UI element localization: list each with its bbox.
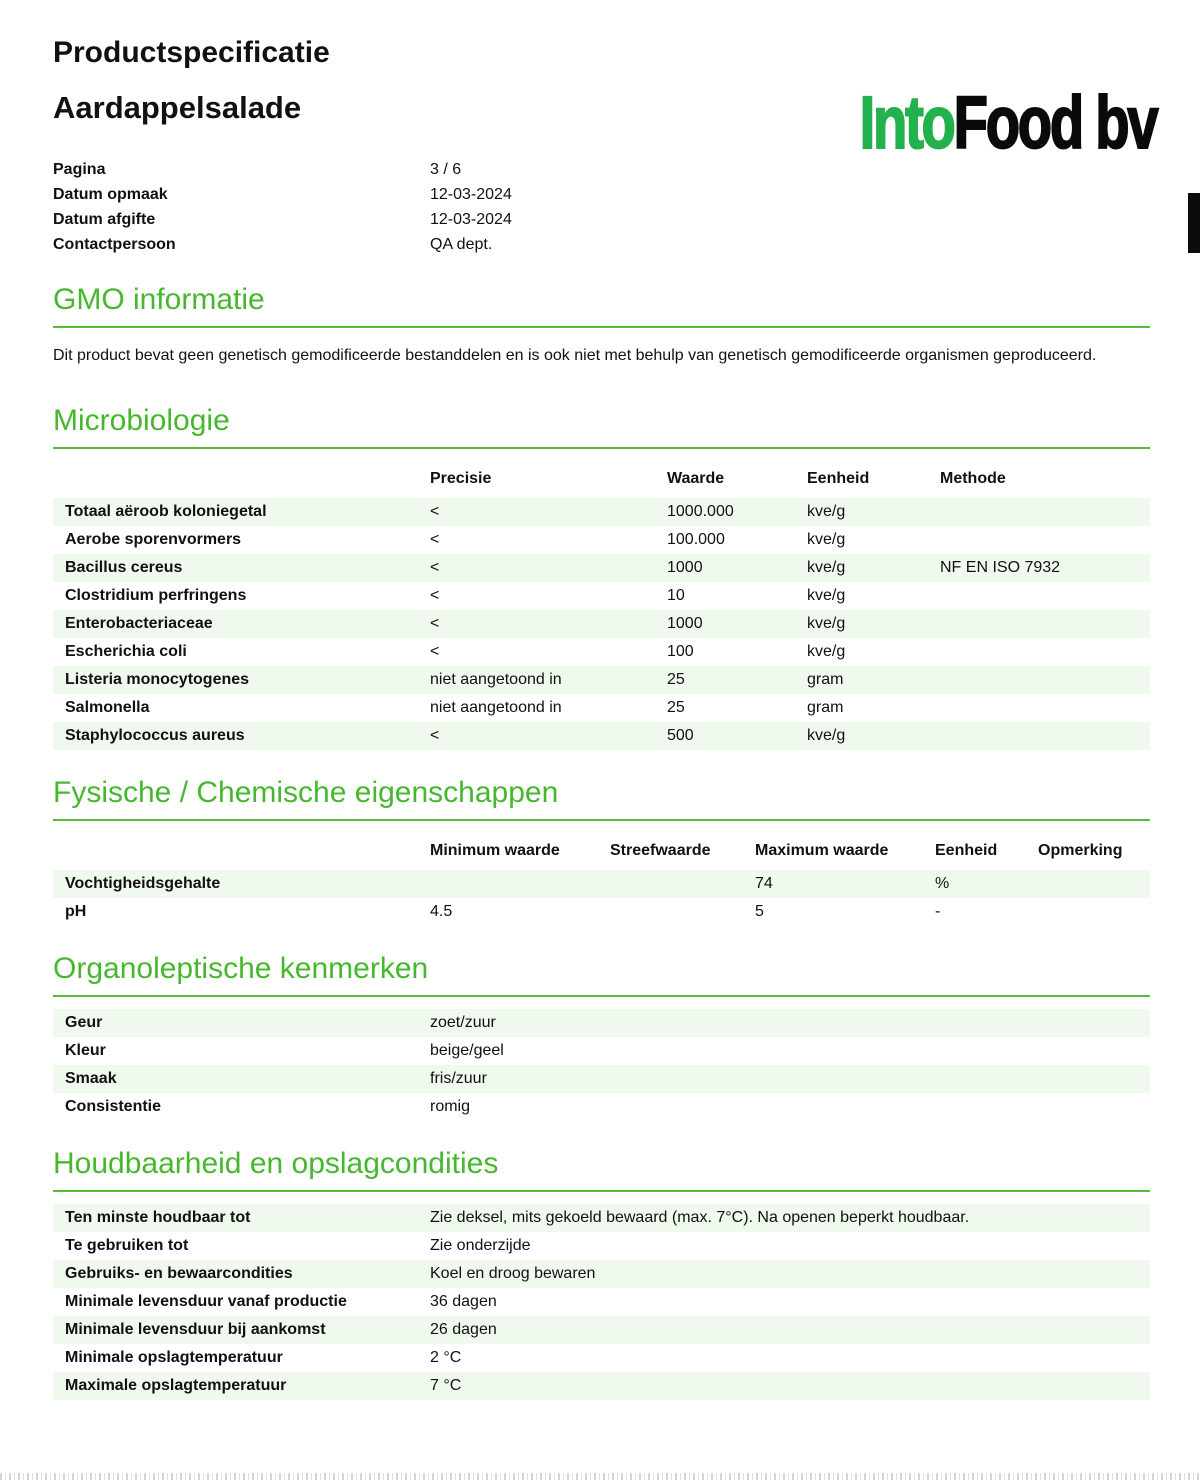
row-value xyxy=(1038,898,1150,926)
row-label: Geur xyxy=(65,1014,103,1031)
row-value xyxy=(940,694,1150,722)
row-label: Ten minste houdbaar tot xyxy=(65,1209,251,1226)
table-row xyxy=(53,1093,1150,1121)
row-value: kve/g xyxy=(807,643,846,660)
section-houdbaarheid xyxy=(53,1147,1150,1400)
row-value xyxy=(940,666,1150,694)
row-label: Maximale opslagtemperatuur xyxy=(65,1377,287,1394)
row-value: Koel en droog bewaren xyxy=(430,1265,596,1282)
section-divider xyxy=(53,995,1150,997)
column-header: Eenheid xyxy=(807,470,870,487)
doc-type-title: Productspecificatie xyxy=(53,36,330,69)
column-header xyxy=(53,836,430,866)
column-header: Streefwaarde xyxy=(610,842,711,859)
section-microbiologie xyxy=(53,404,1150,750)
row-value: < xyxy=(430,727,440,744)
logo-text-green: Into xyxy=(859,81,954,164)
section-title: Microbiologie xyxy=(53,404,230,437)
row-value: 2 °C xyxy=(430,1349,462,1366)
row-value: Zie deksel, mits gekoeld bewaard (max. 7°C). Na openen beperkt houdbaar. xyxy=(430,1209,970,1226)
row-value: 4.5 xyxy=(430,903,453,920)
row-value: kve/g xyxy=(807,503,846,520)
row-value: kve/g xyxy=(807,559,846,576)
table-row xyxy=(53,1372,1150,1400)
row-value: Zie onderzijde xyxy=(430,1237,531,1254)
row-label: Gebruiks- en bewaarcondities xyxy=(65,1265,293,1282)
row-label: Minimale levensduur bij aankomst xyxy=(65,1321,326,1338)
row-label: Consistentie xyxy=(65,1098,162,1115)
meta-value: 12-03-2024 xyxy=(430,186,512,203)
row-value: kve/g xyxy=(807,727,846,744)
row-label: Escherichia coli xyxy=(65,643,187,660)
meta-label: Contactpersoon xyxy=(53,236,176,253)
meta-label: Datum afgifte xyxy=(53,211,156,228)
row-value: 25 xyxy=(667,699,685,716)
row-value xyxy=(940,638,1150,666)
column-header: Minimum waarde xyxy=(430,842,560,859)
table-row xyxy=(53,1232,1150,1260)
row-value: romig xyxy=(430,1098,471,1115)
table-row xyxy=(53,638,1150,666)
row-value: 100.000 xyxy=(667,531,725,548)
row-label: Aerobe sporenvormers xyxy=(65,531,242,548)
section-fysisch-chemisch xyxy=(53,776,1150,926)
section-title: Fysische / Chemische eigenschappen xyxy=(53,776,559,809)
section-organoleptisch xyxy=(53,952,1150,1121)
row-label: Minimale opslagtemperatuur xyxy=(65,1349,283,1366)
table-row xyxy=(53,1316,1150,1344)
row-value: kve/g xyxy=(807,587,846,604)
scan-artifact-bottom-pattern xyxy=(0,1473,1200,1480)
row-value: 500 xyxy=(667,727,694,744)
scan-artifact-right-bar xyxy=(1188,193,1200,253)
table-row xyxy=(53,1260,1150,1288)
section-divider xyxy=(53,1190,1150,1192)
column-header xyxy=(53,464,430,494)
row-value: 10 xyxy=(667,587,685,604)
meta-value: 12-03-2024 xyxy=(430,211,512,228)
row-value xyxy=(940,498,1150,526)
row-value: beige/geel xyxy=(430,1042,504,1059)
section-divider xyxy=(53,819,1150,821)
row-value: < xyxy=(430,559,440,576)
row-value xyxy=(940,582,1150,610)
column-header: Methode xyxy=(940,470,1006,487)
row-label: Totaal aëroob koloniegetal xyxy=(65,503,267,520)
row-value: kve/g xyxy=(807,615,846,632)
row-value: kve/g xyxy=(807,531,846,548)
table-header-row xyxy=(53,836,1150,866)
logo-text-black: Food bv xyxy=(953,81,1156,164)
row-value: 1000 xyxy=(667,615,703,632)
shelf-life-table xyxy=(53,1204,1150,1400)
row-value: zoet/zuur xyxy=(430,1014,496,1031)
company-logo xyxy=(859,81,1156,164)
row-value: niet aangetoond in xyxy=(430,699,562,716)
row-value xyxy=(940,610,1150,638)
row-label: Te gebruiken tot xyxy=(65,1237,189,1254)
table-row xyxy=(53,1037,1150,1065)
section-title: Houdbaarheid en opslagcondities xyxy=(53,1147,499,1180)
table-row xyxy=(53,1065,1150,1093)
table-row xyxy=(53,1204,1150,1232)
table-row xyxy=(53,1009,1150,1037)
row-value: gram xyxy=(807,671,844,688)
row-value xyxy=(1038,870,1150,898)
table-row xyxy=(53,498,1150,526)
meta-row-datum-opmaak xyxy=(53,182,1150,207)
row-label: Listeria monocytogenes xyxy=(65,671,250,688)
table-row xyxy=(53,1288,1150,1316)
row-value: - xyxy=(935,903,941,920)
row-value: 26 dagen xyxy=(430,1321,497,1338)
row-value: 100 xyxy=(667,643,694,660)
row-value xyxy=(940,722,1150,750)
table-row xyxy=(53,526,1150,554)
table-row xyxy=(53,666,1150,694)
row-value xyxy=(610,870,755,898)
row-value: gram xyxy=(807,699,844,716)
row-value: fris/zuur xyxy=(430,1070,487,1087)
row-label: Vochtigheidsgehalte xyxy=(65,875,221,892)
physical-chemical-table xyxy=(53,836,1150,926)
product-name-title: Aardappelsalade xyxy=(53,90,302,125)
row-value: 25 xyxy=(667,671,685,688)
table-row xyxy=(53,722,1150,750)
table-row xyxy=(53,898,1150,926)
table-row xyxy=(53,610,1150,638)
row-value: < xyxy=(430,503,440,520)
microbiology-table xyxy=(53,464,1150,750)
row-value: < xyxy=(430,615,440,632)
row-value: < xyxy=(430,643,440,660)
meta-value: 3 / 6 xyxy=(430,161,462,178)
row-value: 7 °C xyxy=(430,1377,462,1394)
meta-value: QA dept. xyxy=(430,236,493,253)
row-label: Bacillus cereus xyxy=(65,559,183,576)
row-label: Smaak xyxy=(65,1070,117,1087)
section-title: GMO informatie xyxy=(53,283,265,316)
table-row xyxy=(53,582,1150,610)
column-header: Opmerking xyxy=(1038,842,1123,859)
column-header: Eenheid xyxy=(935,842,998,859)
meta-label: Datum opmaak xyxy=(53,186,168,203)
row-value: % xyxy=(935,875,950,892)
organoleptic-table xyxy=(53,1009,1150,1121)
row-value: 5 xyxy=(755,903,764,920)
meta-row-contactpersoon xyxy=(53,232,1150,257)
row-value: < xyxy=(430,587,440,604)
row-value: NF EN ISO 7932 xyxy=(940,559,1061,576)
row-value: 1000 xyxy=(667,559,703,576)
row-value: 1000.000 xyxy=(667,503,734,520)
section-gmo xyxy=(53,283,1150,368)
row-label: Salmonella xyxy=(65,699,150,716)
section-title: Organoleptische kenmerken xyxy=(53,952,429,985)
table-row xyxy=(53,554,1150,582)
column-header: Maximum waarde xyxy=(755,842,889,859)
table-header-row xyxy=(53,464,1150,494)
row-label: Minimale levensduur vanaf productie xyxy=(65,1293,347,1310)
row-label: Enterobacteriaceae xyxy=(65,615,213,632)
row-value xyxy=(610,898,755,926)
row-value xyxy=(430,870,610,898)
table-row xyxy=(53,694,1150,722)
row-label: Kleur xyxy=(65,1042,106,1059)
row-value: niet aangetoond in xyxy=(430,671,562,688)
column-header: Waarde xyxy=(667,470,725,487)
document-meta xyxy=(53,157,1150,257)
meta-label: Pagina xyxy=(53,161,106,178)
section-divider xyxy=(53,326,1150,328)
section-divider xyxy=(53,447,1150,449)
meta-row-datum-afgifte xyxy=(53,207,1150,232)
table-row xyxy=(53,870,1150,898)
table-row xyxy=(53,1344,1150,1372)
column-header: Precisie xyxy=(430,470,492,487)
gmo-statement: Dit product bevat geen genetisch gemodificeerde bestanddelen en is ook niet met behulp van genetisch gemodificeerde organismen geproduceerd. xyxy=(53,347,1097,364)
row-label: pH xyxy=(65,903,87,920)
row-label: Staphylococcus aureus xyxy=(65,727,245,744)
row-value: < xyxy=(430,531,440,548)
row-value: 36 dagen xyxy=(430,1293,497,1310)
row-value xyxy=(940,526,1150,554)
row-label: Clostridium perfringens xyxy=(65,587,247,604)
row-value: 74 xyxy=(755,875,773,892)
